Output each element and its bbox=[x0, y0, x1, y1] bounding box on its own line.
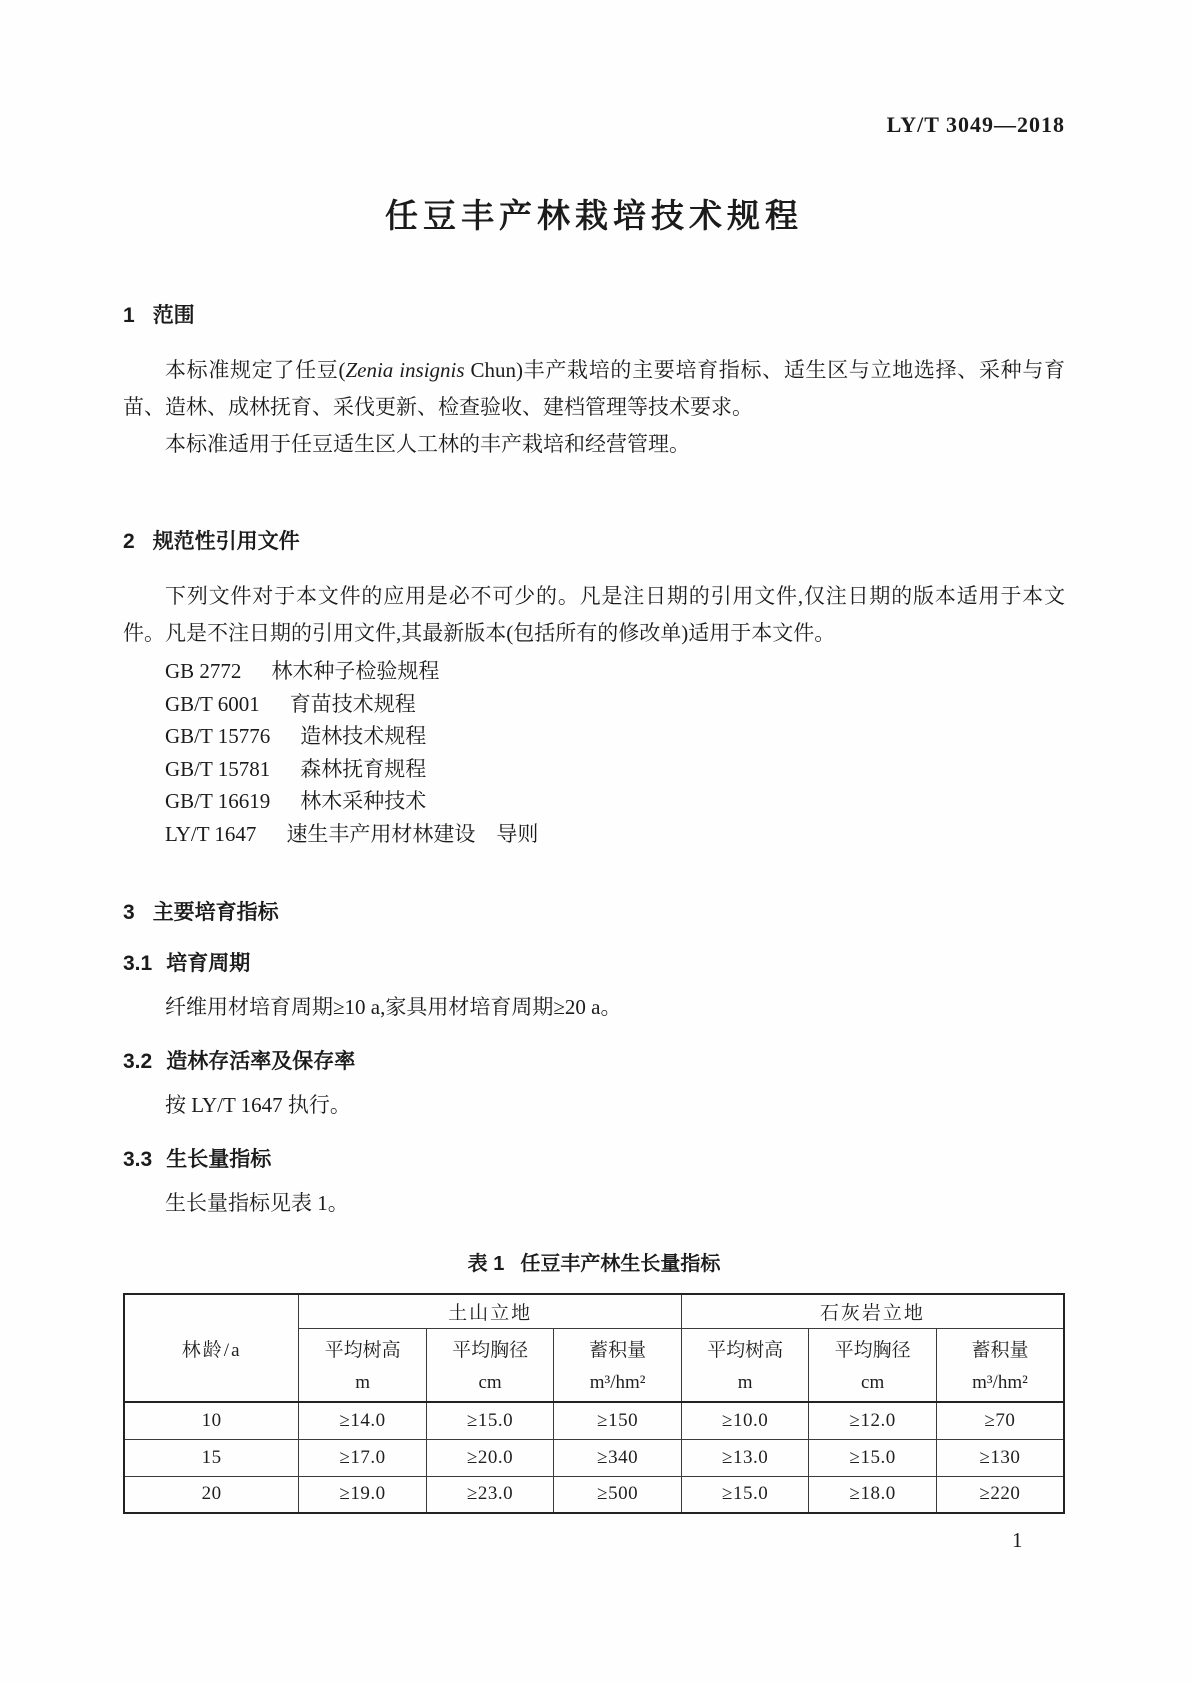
reference-item bbox=[123, 688, 1065, 721]
section-3-title: 主要培育指标 bbox=[152, 901, 279, 924]
subheader-unit: m bbox=[355, 1372, 370, 1394]
reference-code: GB 2772 bbox=[165, 659, 242, 683]
subheader-unit: m³/hm² bbox=[972, 1372, 1028, 1394]
page-number: 1 bbox=[1012, 1528, 1023, 1552]
reference-item bbox=[123, 655, 1065, 688]
cell-value: ≥19.0 bbox=[299, 1476, 427, 1513]
column-header-volume-limestone bbox=[936, 1328, 1064, 1402]
table-group-header-row bbox=[124, 1294, 1064, 1328]
cell-value: ≥150 bbox=[554, 1402, 682, 1439]
section-3-3-title: 生长量指标 bbox=[166, 1148, 272, 1171]
section-2-number: 2 bbox=[123, 530, 135, 553]
reference-item bbox=[123, 785, 1065, 818]
cell-value: ≥10.0 bbox=[681, 1402, 809, 1439]
cell-value: ≥13.0 bbox=[681, 1439, 809, 1476]
scope-paragraph-1 bbox=[123, 352, 1065, 426]
cell-age: 10 bbox=[124, 1402, 299, 1439]
section-3-2-body: 按 LY/T 1647 执行。 bbox=[165, 1093, 351, 1117]
reference-code: GB/T 16619 bbox=[165, 789, 271, 813]
subheader-name: 平均胸径 bbox=[452, 1340, 529, 1362]
column-header-volume-soil bbox=[554, 1328, 682, 1402]
section-3-1-body: 纤维用材培育周期≥10 a,家具用材培育周期≥20 a。 bbox=[165, 995, 622, 1019]
section-2-heading bbox=[123, 525, 1065, 555]
table-row bbox=[124, 1476, 1064, 1513]
cell-value: ≥12.0 bbox=[809, 1402, 937, 1439]
column-header-mean-dbh-soil bbox=[426, 1328, 554, 1402]
section-3-number: 3 bbox=[123, 901, 135, 924]
section-3-3-number: 3.3 bbox=[123, 1148, 153, 1171]
cell-value: ≥220 bbox=[936, 1476, 1064, 1513]
reference-item bbox=[123, 720, 1065, 753]
references-intro: 下列文件对于本文件的应用是必不可少的。凡是注日期的引用文件,仅注日期的版本适用于本文件。凡是不注日期的引用文件,其最新版本(包括所有的修改单)适用于本文件。 bbox=[123, 584, 1065, 645]
cell-age: 15 bbox=[124, 1439, 299, 1476]
section-1-title: 范围 bbox=[152, 304, 195, 327]
column-header-age: 林龄/a bbox=[124, 1294, 299, 1402]
section-1-number: 1 bbox=[123, 304, 135, 327]
cell-age: 20 bbox=[124, 1476, 299, 1513]
reference-title: 林木种子检验规程 bbox=[271, 659, 440, 683]
table-body bbox=[124, 1402, 1064, 1513]
column-header-mean-height-limestone bbox=[681, 1328, 809, 1402]
cell-value: ≥15.0 bbox=[809, 1439, 937, 1476]
cell-value: ≥130 bbox=[936, 1439, 1064, 1476]
subheader-name: 平均树高 bbox=[324, 1340, 401, 1362]
column-group-limestone-site: 石灰岩立地 bbox=[681, 1294, 1064, 1328]
scope-p1-post: 丰产栽培的主要培育指标、适生区与立地选择、采种与育苗、造林、成林抚育、采伐更新、检查验收、建档管理等技术要求。 bbox=[123, 358, 1066, 419]
section-3-1-heading bbox=[123, 947, 1065, 977]
table-header bbox=[124, 1294, 1064, 1402]
cell-value: ≥18.0 bbox=[809, 1476, 937, 1513]
subheader-name: 平均胸径 bbox=[834, 1340, 911, 1362]
growth-indicators-table bbox=[123, 1293, 1065, 1514]
cell-value: ≥70 bbox=[936, 1402, 1064, 1439]
section-3-3-body: 生长量指标见表 1。 bbox=[165, 1191, 349, 1215]
cell-value: ≥14.0 bbox=[299, 1402, 427, 1439]
reference-title: 育苗技术规程 bbox=[289, 691, 416, 716]
reference-code: GB/T 15776 bbox=[165, 724, 271, 748]
cell-value: ≥23.0 bbox=[426, 1476, 554, 1513]
reference-title: 速生丰产用材林建设 导则 bbox=[286, 821, 539, 846]
table-1-caption-label: 表 1 bbox=[467, 1253, 505, 1275]
references-list bbox=[123, 655, 1065, 850]
page-content bbox=[123, 0, 1065, 1514]
reference-code: GB/T 15781 bbox=[165, 756, 271, 781]
subheader-name: 蓄积量 bbox=[589, 1340, 647, 1362]
section-3-heading bbox=[123, 896, 1065, 926]
species-latin-name: Zenia insignis bbox=[345, 358, 465, 382]
reference-item bbox=[123, 753, 1065, 786]
cell-value: ≥20.0 bbox=[426, 1439, 554, 1476]
reference-item bbox=[123, 818, 1065, 851]
scope-paragraph-2: 本标准适用于任豆适生区人工林的丰产栽培和经营管理。 bbox=[165, 432, 690, 456]
section-3-1-number: 3.1 bbox=[123, 952, 153, 975]
column-header-mean-height-soil bbox=[299, 1328, 427, 1402]
scope-p1-author: Chun) bbox=[464, 358, 523, 382]
column-group-soil-site: 土山立地 bbox=[299, 1294, 682, 1328]
reference-title: 森林抚育规程 bbox=[300, 756, 427, 781]
subheader-name: 蓄积量 bbox=[971, 1340, 1029, 1362]
section-3-1-title: 培育周期 bbox=[166, 952, 251, 975]
column-header-mean-dbh-limestone bbox=[809, 1328, 937, 1402]
subheader-unit: cm bbox=[861, 1372, 885, 1394]
reference-code: GB/T 6001 bbox=[165, 691, 260, 716]
document-title: 任豆丰产林栽培技术规程 bbox=[385, 197, 803, 234]
subheader-unit: cm bbox=[478, 1372, 502, 1394]
section-3-2-number: 3.2 bbox=[123, 1050, 153, 1073]
standard-number: LY/T 3049—2018 bbox=[886, 112, 1065, 137]
cell-value: ≥340 bbox=[554, 1439, 682, 1476]
table-row bbox=[124, 1402, 1064, 1439]
cell-value: ≥500 bbox=[554, 1476, 682, 1513]
reference-title: 林木采种技术 bbox=[300, 789, 427, 813]
section-3-2-title: 造林存活率及保存率 bbox=[166, 1050, 356, 1073]
scope-p1-pre: 本标准规定了任豆( bbox=[165, 358, 346, 382]
section-1-heading bbox=[123, 299, 1065, 329]
reference-title: 造林技术规程 bbox=[300, 724, 427, 748]
cell-value: ≥15.0 bbox=[426, 1402, 554, 1439]
reference-code: LY/T 1647 bbox=[165, 821, 257, 846]
subheader-unit: m³/hm² bbox=[589, 1372, 646, 1394]
section-3-3-heading bbox=[123, 1143, 1065, 1173]
section-3-2-heading bbox=[123, 1045, 1065, 1075]
cell-value: ≥15.0 bbox=[681, 1476, 809, 1513]
subheader-unit: m bbox=[737, 1372, 753, 1394]
cell-value: ≥17.0 bbox=[299, 1439, 427, 1476]
table-1-caption bbox=[123, 1247, 1065, 1276]
table-row bbox=[124, 1439, 1064, 1476]
subheader-name: 平均树高 bbox=[707, 1340, 784, 1362]
section-2-title: 规范性引用文件 bbox=[152, 530, 300, 553]
table-1-caption-title: 任豆丰产林生长量指标 bbox=[520, 1253, 721, 1275]
